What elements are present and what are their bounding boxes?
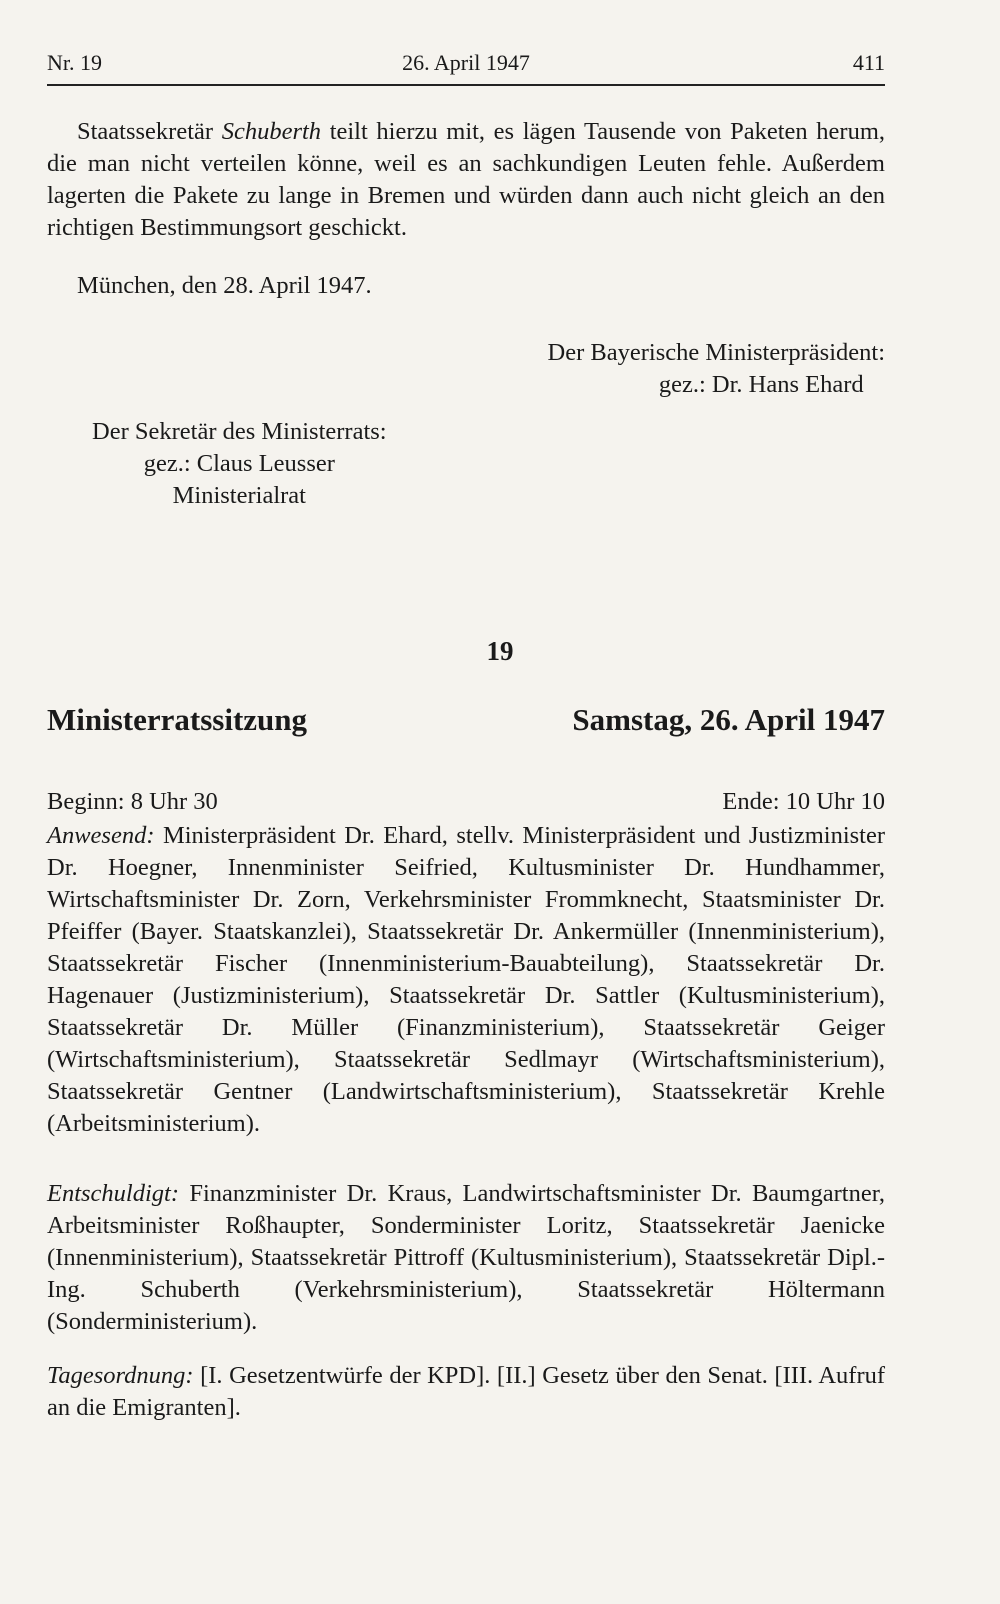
signature-title: Der Bayerische Ministerpräsident: (547, 339, 885, 366)
section-number: 19 (486, 636, 514, 666)
section-date: Samstag, 26. April 1947 (572, 702, 885, 737)
page-number: 411 (852, 50, 885, 75)
begin-time: Beginn: 8 Uhr 30 (47, 788, 218, 815)
agenda-label: Tagesordnung: (47, 1362, 194, 1389)
signature-role: Ministerialrat (172, 482, 306, 509)
signature-title: Der Sekretär des Ministerrats: (92, 418, 387, 445)
person-name: Schuberth (221, 118, 322, 145)
signature-name: gez.: Dr. Hans Ehard (658, 371, 864, 398)
attendees-block (47, 820, 885, 1140)
header-rule (47, 84, 885, 86)
page-header (47, 50, 885, 88)
top-paragraph (47, 116, 885, 244)
paragraph-text: teilt hierzu mit, es lägen Tausende von Paketen herum, die man nicht verteilen könne, weil es an sachkundigen Leuten fehle. Außerdem lagerten die Pakete zu lange in Bremen und würden dann auch nicht gleich an den richtigen Bestimmungsort geschickt. (47, 118, 886, 241)
issue-number: Nr. 19 (47, 50, 102, 75)
agenda-text: [I. Gesetzentwürfe der KPD]. [II.] Gesetz über den Senat. [III. Aufruf an die Emigranten]. (47, 1362, 886, 1421)
excused-block (47, 1178, 885, 1338)
signature-name: gez.: Claus Leusser (143, 450, 335, 477)
place-date: München, den 28. April 1947. (77, 272, 372, 299)
prefix-text: Staatssekretär (77, 118, 214, 145)
end-time: Ende: 10 Uhr 10 (722, 788, 885, 815)
attendees-text: Ministerpräsident Dr. Ehard, stellv. Ministerpräsident und Justizminister Dr. Hoegner, Innenminister Seifried, Kultusminister Dr. Hundhammer, Wirtschaftsminister Dr. Zorn, Verkehrsminister Frommknecht, Staatsminister Dr. Pfeiffer (Bayer. Staatskanzlei), Staatssekretär Dr. Ankermüller (Innenministerium), Staatssekretär Fischer (Innenministerium-Bauabteilung), Staatssekretär Dr. Hagenauer (Justizministerium), Staatssekretär Dr. Sattler (Kultusministerium), Staatssekretär Dr. Müller (Finanzministerium), Staatssekretär Geiger (Wirtschaftsministerium), Staatssekretär Sedlmayr (Wirtschaftsministerium), Staatssekretär Gentner (Landwirtschaftsministerium), Staatssekretär Krehle (Arbeitsministerium). (47, 822, 886, 1137)
signature-right (548, 337, 885, 401)
agenda-block (47, 1360, 885, 1424)
section-title: Ministerratssitzung (47, 702, 308, 737)
excused-text: Finanzminister Dr. Kraus, Landwirtschaftsminister Dr. Baumgartner, Arbeitsminister Roßhaupter, Sonderminister Loritz, Staatssekretär Jaenicke (Innenministerium), Staatssekretär Pittroff (Kultusministerium), Staatssekretär Dipl.-Ing. Schuberth (Verkehrsministerium), Staatssekretär Höltermann (Sonderministerium). (47, 1180, 885, 1335)
header-date: 26. April 1947 (402, 50, 530, 75)
attendees-label: Anwesend: (47, 822, 155, 849)
excused-label: Entschuldigt: (47, 1180, 180, 1207)
signature-left (92, 416, 387, 512)
